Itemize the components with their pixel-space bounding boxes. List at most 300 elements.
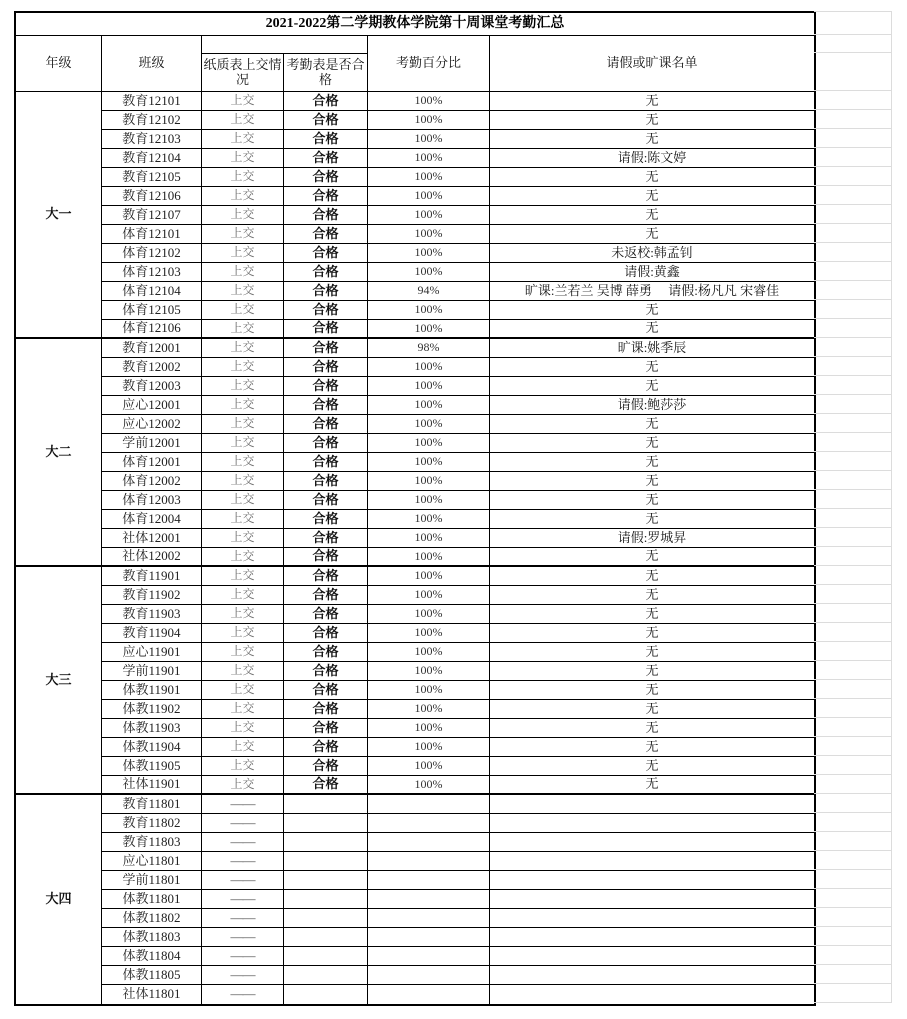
empty-grid-cell xyxy=(814,338,891,357)
qualified-cell: 合格 xyxy=(284,624,368,643)
class-cell: 体教11905 xyxy=(102,757,202,776)
qualified-cell: 合格 xyxy=(284,301,368,320)
names-cell: 无 xyxy=(490,377,814,396)
class-cell: 教育12103 xyxy=(102,130,202,149)
percent-cell: 100% xyxy=(368,149,490,168)
names-cell: 无 xyxy=(490,757,814,776)
percent-cell: 100% xyxy=(368,301,490,320)
col-header-sheet-qualified: 考勤表是否合格 xyxy=(284,54,368,92)
names-cell xyxy=(490,985,814,1004)
paper-cell: 上交 xyxy=(202,282,284,301)
class-cell: 教育12002 xyxy=(102,358,202,377)
class-cell: 社体11901 xyxy=(102,776,202,795)
class-cell: 体育12103 xyxy=(102,263,202,282)
percent-cell: 100% xyxy=(368,776,490,795)
class-cell: 体育12004 xyxy=(102,510,202,529)
percent-cell xyxy=(368,966,490,985)
qualified-cell: 合格 xyxy=(284,339,368,358)
percent-cell xyxy=(368,890,490,909)
percent-cell: 100% xyxy=(368,510,490,529)
empty-grid-cell xyxy=(814,756,891,775)
paper-cell: 上交 xyxy=(202,111,284,130)
qualified-cell xyxy=(284,966,368,985)
qualified-cell: 合格 xyxy=(284,415,368,434)
paper-cell: —— xyxy=(202,947,284,966)
class-cell: 体育12104 xyxy=(102,282,202,301)
paper-cell: 上交 xyxy=(202,244,284,263)
qualified-cell: 合格 xyxy=(284,491,368,510)
class-cell: 应心12002 xyxy=(102,415,202,434)
names-cell: 无 xyxy=(490,700,814,719)
qualified-cell: 合格 xyxy=(284,358,368,377)
names-cell: 请假:罗城昇 xyxy=(490,529,814,548)
empty-grid-cell xyxy=(814,661,891,680)
paper-cell: —— xyxy=(202,966,284,985)
percent-cell: 100% xyxy=(368,719,490,738)
class-cell: 教育11802 xyxy=(102,814,202,833)
names-cell: 无 xyxy=(490,130,814,149)
empty-grid-cell xyxy=(814,642,891,661)
qualified-cell: 合格 xyxy=(284,605,368,624)
names-cell: 无 xyxy=(490,776,814,795)
class-cell: 应心11801 xyxy=(102,852,202,871)
paper-cell: —— xyxy=(202,928,284,947)
paper-cell: 上交 xyxy=(202,225,284,244)
paper-cell: —— xyxy=(202,814,284,833)
qualified-cell: 合格 xyxy=(284,529,368,548)
qualified-cell: 合格 xyxy=(284,282,368,301)
percent-cell xyxy=(368,928,490,947)
paper-cell: 上交 xyxy=(202,434,284,453)
names-cell: 无 xyxy=(490,92,814,111)
percent-cell: 100% xyxy=(368,624,490,643)
percent-cell: 100% xyxy=(368,700,490,719)
empty-grid-cell xyxy=(814,53,891,91)
empty-grid-cell xyxy=(814,547,891,566)
empty-grid-cell xyxy=(814,851,891,870)
empty-grid-cell xyxy=(814,205,891,224)
empty-grid-cell xyxy=(814,889,891,908)
names-cell: 无 xyxy=(490,434,814,453)
grade-cell: 大一 xyxy=(16,92,102,339)
class-cell: 应心12001 xyxy=(102,396,202,415)
paper-cell: 上交 xyxy=(202,776,284,795)
names-cell xyxy=(490,814,814,833)
qualified-cell: 合格 xyxy=(284,320,368,339)
qualified-cell: 合格 xyxy=(284,700,368,719)
empty-grid-cell xyxy=(814,718,891,737)
empty-grid-cell xyxy=(814,832,891,851)
empty-grid-cell xyxy=(814,946,891,965)
names-cell: 无 xyxy=(490,548,814,567)
percent-cell: 100% xyxy=(368,662,490,681)
names-cell: 无 xyxy=(490,187,814,206)
empty-grid-cell xyxy=(814,186,891,205)
paper-cell: 上交 xyxy=(202,605,284,624)
empty-grid-cell xyxy=(814,319,891,338)
names-cell: 旷课:姚季辰 xyxy=(490,339,814,358)
paper-cell: 上交 xyxy=(202,548,284,567)
percent-cell: 100% xyxy=(368,130,490,149)
class-cell: 社体12001 xyxy=(102,529,202,548)
empty-grid-cell xyxy=(814,224,891,243)
qualified-cell xyxy=(284,814,368,833)
percent-cell xyxy=(368,909,490,928)
percent-cell xyxy=(368,833,490,852)
class-cell: 教育11902 xyxy=(102,586,202,605)
names-cell: 无 xyxy=(490,168,814,187)
table-title: 2021-2022第二学期教体学院第十周课堂考勤汇总 xyxy=(16,13,814,36)
paper-cell: 上交 xyxy=(202,320,284,339)
class-cell: 体育12101 xyxy=(102,225,202,244)
qualified-cell: 合格 xyxy=(284,586,368,605)
empty-grid-cell xyxy=(814,870,891,889)
names-cell: 无 xyxy=(490,472,814,491)
empty-grid-cell xyxy=(814,984,891,1003)
empty-grid-cell xyxy=(814,395,891,414)
qualified-cell: 合格 xyxy=(284,548,368,567)
empty-grid-cell xyxy=(814,452,891,471)
percent-cell: 100% xyxy=(368,244,490,263)
paper-cell: —— xyxy=(202,909,284,928)
names-cell: 无 xyxy=(490,358,814,377)
paper-cell: 上交 xyxy=(202,757,284,776)
percent-cell xyxy=(368,947,490,966)
paper-cell: 上交 xyxy=(202,738,284,757)
class-cell: 体教11804 xyxy=(102,947,202,966)
empty-grid-cell xyxy=(814,585,891,604)
class-cell: 教育12106 xyxy=(102,187,202,206)
col-header-class: 班级 xyxy=(102,36,202,92)
paper-cell: 上交 xyxy=(202,529,284,548)
qualified-cell xyxy=(284,890,368,909)
class-cell: 学前12001 xyxy=(102,434,202,453)
percent-cell xyxy=(368,871,490,890)
percent-cell: 100% xyxy=(368,358,490,377)
class-cell: 教育11901 xyxy=(102,567,202,586)
percent-cell xyxy=(368,814,490,833)
names-cell: 无 xyxy=(490,491,814,510)
paper-cell: 上交 xyxy=(202,624,284,643)
paper-cell: 上交 xyxy=(202,130,284,149)
col-header-absence-list: 请假或旷课名单 xyxy=(490,36,814,92)
paper-cell: 上交 xyxy=(202,491,284,510)
class-cell: 体教11801 xyxy=(102,890,202,909)
empty-grid-cell xyxy=(814,414,891,433)
qualified-cell xyxy=(284,795,368,814)
empty-grid-cell xyxy=(814,167,891,186)
percent-cell: 100% xyxy=(368,529,490,548)
qualified-cell xyxy=(284,928,368,947)
class-cell: 体育12002 xyxy=(102,472,202,491)
paper-cell: 上交 xyxy=(202,377,284,396)
empty-grid-cell xyxy=(814,129,891,148)
qualified-cell: 合格 xyxy=(284,453,368,472)
qualified-cell: 合格 xyxy=(284,130,368,149)
empty-grid-cell xyxy=(814,965,891,984)
empty-grid-cell xyxy=(814,357,891,376)
empty-spreadsheet-column xyxy=(814,11,892,1003)
empty-grid-cell xyxy=(814,12,891,35)
paper-cell: 上交 xyxy=(202,472,284,491)
empty-grid-cell xyxy=(814,794,891,813)
empty-grid-cell xyxy=(814,927,891,946)
paper-cell: 上交 xyxy=(202,339,284,358)
names-cell: 无 xyxy=(490,586,814,605)
empty-grid-cell xyxy=(814,623,891,642)
qualified-cell: 合格 xyxy=(284,149,368,168)
qualified-cell: 合格 xyxy=(284,567,368,586)
names-cell: 无 xyxy=(490,206,814,225)
percent-cell: 100% xyxy=(368,396,490,415)
class-cell: 教育11904 xyxy=(102,624,202,643)
empty-grid-cell xyxy=(814,91,891,110)
grade-cell: 大四 xyxy=(16,795,102,1004)
percent-cell: 94% xyxy=(368,282,490,301)
class-cell: 体教11904 xyxy=(102,738,202,757)
percent-cell xyxy=(368,985,490,1004)
qualified-cell: 合格 xyxy=(284,263,368,282)
paper-cell: 上交 xyxy=(202,187,284,206)
qualified-cell: 合格 xyxy=(284,92,368,111)
col-header-attendance-percent: 考勤百分比 xyxy=(368,36,490,92)
class-cell: 体育12102 xyxy=(102,244,202,263)
names-cell: 请假:陈文婷 xyxy=(490,149,814,168)
empty-grid-cell xyxy=(814,148,891,167)
paper-cell: 上交 xyxy=(202,510,284,529)
qualified-cell xyxy=(284,947,368,966)
percent-cell xyxy=(368,852,490,871)
class-cell: 体教11903 xyxy=(102,719,202,738)
paper-cell: 上交 xyxy=(202,263,284,282)
paper-cell: 上交 xyxy=(202,415,284,434)
col-header-grade: 年级 xyxy=(16,36,102,92)
empty-grid-cell xyxy=(814,813,891,832)
percent-cell: 100% xyxy=(368,168,490,187)
names-cell xyxy=(490,833,814,852)
names-cell: 无 xyxy=(490,301,814,320)
paper-cell: 上交 xyxy=(202,719,284,738)
percent-cell: 100% xyxy=(368,111,490,130)
empty-grid-cell xyxy=(814,376,891,395)
qualified-cell xyxy=(284,909,368,928)
percent-cell xyxy=(368,795,490,814)
paper-cell: 上交 xyxy=(202,681,284,700)
percent-cell: 100% xyxy=(368,92,490,111)
qualified-cell: 合格 xyxy=(284,681,368,700)
names-cell: 无 xyxy=(490,643,814,662)
class-cell: 体教11802 xyxy=(102,909,202,928)
empty-grid-cell xyxy=(814,262,891,281)
qualified-cell xyxy=(284,985,368,1004)
class-cell: 体育12106 xyxy=(102,320,202,339)
percent-cell: 100% xyxy=(368,567,490,586)
paper-cell: —— xyxy=(202,985,284,1004)
empty-grid-cell xyxy=(814,699,891,718)
qualified-cell: 合格 xyxy=(284,168,368,187)
qualified-cell: 合格 xyxy=(284,776,368,795)
empty-grid-cell xyxy=(814,110,891,129)
paper-cell: 上交 xyxy=(202,586,284,605)
paper-cell: 上交 xyxy=(202,567,284,586)
names-cell: 无 xyxy=(490,111,814,130)
names-cell: 无 xyxy=(490,738,814,757)
paper-cell: 上交 xyxy=(202,168,284,187)
names-cell: 无 xyxy=(490,320,814,339)
qualified-cell: 合格 xyxy=(284,719,368,738)
paper-cell: 上交 xyxy=(202,396,284,415)
percent-cell: 100% xyxy=(368,434,490,453)
qualified-cell: 合格 xyxy=(284,187,368,206)
names-cell: 无 xyxy=(490,510,814,529)
class-cell: 教育11801 xyxy=(102,795,202,814)
qualified-cell: 合格 xyxy=(284,662,368,681)
header-empty-strip xyxy=(202,36,368,54)
qualified-cell: 合格 xyxy=(284,206,368,225)
percent-cell: 100% xyxy=(368,738,490,757)
class-cell: 教育12101 xyxy=(102,92,202,111)
names-cell xyxy=(490,852,814,871)
qualified-cell: 合格 xyxy=(284,757,368,776)
qualified-cell: 合格 xyxy=(284,111,368,130)
percent-cell: 100% xyxy=(368,605,490,624)
paper-cell: 上交 xyxy=(202,662,284,681)
percent-cell: 100% xyxy=(368,225,490,244)
class-cell: 体育12003 xyxy=(102,491,202,510)
names-cell: 无 xyxy=(490,605,814,624)
class-cell: 体教11803 xyxy=(102,928,202,947)
names-cell: 无 xyxy=(490,681,814,700)
percent-cell: 100% xyxy=(368,757,490,776)
names-cell: 无 xyxy=(490,624,814,643)
percent-cell: 100% xyxy=(368,548,490,567)
class-cell: 学前11801 xyxy=(102,871,202,890)
attendance-table xyxy=(14,11,816,1006)
paper-cell: 上交 xyxy=(202,643,284,662)
grade-cell: 大二 xyxy=(16,339,102,567)
qualified-cell: 合格 xyxy=(284,643,368,662)
paper-cell: 上交 xyxy=(202,206,284,225)
names-cell: 无 xyxy=(490,567,814,586)
empty-grid-cell xyxy=(814,604,891,623)
percent-cell: 100% xyxy=(368,187,490,206)
names-cell xyxy=(490,909,814,928)
percent-cell: 100% xyxy=(368,586,490,605)
class-cell: 教育12104 xyxy=(102,149,202,168)
empty-grid-cell xyxy=(814,509,891,528)
empty-grid-cell xyxy=(814,680,891,699)
paper-cell: —— xyxy=(202,833,284,852)
class-cell: 体教11901 xyxy=(102,681,202,700)
grade-cell: 大三 xyxy=(16,567,102,795)
paper-cell: 上交 xyxy=(202,149,284,168)
qualified-cell xyxy=(284,833,368,852)
class-cell: 社体12002 xyxy=(102,548,202,567)
qualified-cell: 合格 xyxy=(284,738,368,757)
percent-cell: 100% xyxy=(368,453,490,472)
paper-cell: 上交 xyxy=(202,700,284,719)
empty-grid-cell xyxy=(814,471,891,490)
names-cell: 无 xyxy=(490,225,814,244)
names-cell: 无 xyxy=(490,662,814,681)
class-cell: 教育12102 xyxy=(102,111,202,130)
class-cell: 体教11805 xyxy=(102,966,202,985)
percent-cell: 100% xyxy=(368,681,490,700)
class-cell: 体教11902 xyxy=(102,700,202,719)
names-cell: 无 xyxy=(490,453,814,472)
percent-cell: 100% xyxy=(368,643,490,662)
paper-cell: —— xyxy=(202,890,284,909)
class-cell: 教育11803 xyxy=(102,833,202,852)
percent-cell: 98% xyxy=(368,339,490,358)
empty-grid-cell xyxy=(814,908,891,927)
qualified-cell: 合格 xyxy=(284,377,368,396)
class-cell: 教育12105 xyxy=(102,168,202,187)
percent-cell: 100% xyxy=(368,491,490,510)
names-cell xyxy=(490,890,814,909)
names-cell: 请假:鲍莎莎 xyxy=(490,396,814,415)
class-cell: 应心11901 xyxy=(102,643,202,662)
empty-grid-cell xyxy=(814,300,891,319)
qualified-cell: 合格 xyxy=(284,510,368,529)
percent-cell: 100% xyxy=(368,263,490,282)
qualified-cell xyxy=(284,852,368,871)
names-cell: 无 xyxy=(490,719,814,738)
paper-cell: 上交 xyxy=(202,92,284,111)
paper-cell: 上交 xyxy=(202,453,284,472)
class-cell: 体育12105 xyxy=(102,301,202,320)
paper-cell: 上交 xyxy=(202,358,284,377)
names-cell xyxy=(490,966,814,985)
empty-grid-cell xyxy=(814,490,891,509)
class-cell: 学前11901 xyxy=(102,662,202,681)
paper-cell: —— xyxy=(202,871,284,890)
empty-grid-cell xyxy=(814,775,891,794)
percent-cell: 100% xyxy=(368,206,490,225)
class-cell: 体育12001 xyxy=(102,453,202,472)
percent-cell: 100% xyxy=(368,320,490,339)
paper-cell: —— xyxy=(202,795,284,814)
qualified-cell: 合格 xyxy=(284,396,368,415)
names-cell: 未返校:韩孟钊 xyxy=(490,244,814,263)
qualified-cell xyxy=(284,871,368,890)
percent-cell: 100% xyxy=(368,472,490,491)
names-cell: 无 xyxy=(490,415,814,434)
qualified-cell: 合格 xyxy=(284,434,368,453)
paper-cell: 上交 xyxy=(202,301,284,320)
empty-grid-cell xyxy=(814,281,891,300)
empty-grid-cell xyxy=(814,243,891,262)
names-cell xyxy=(490,871,814,890)
class-cell: 教育12107 xyxy=(102,206,202,225)
qualified-cell: 合格 xyxy=(284,244,368,263)
empty-grid-cell xyxy=(814,528,891,547)
class-cell: 社体11801 xyxy=(102,985,202,1004)
names-cell: 请假:黄鑫 xyxy=(490,263,814,282)
names-cell: 旷课:兰若兰 吴博 薛勇 请假:杨凡凡 宋睿佳 xyxy=(490,282,814,301)
class-cell: 教育12003 xyxy=(102,377,202,396)
qualified-cell: 合格 xyxy=(284,225,368,244)
empty-grid-cell xyxy=(814,566,891,585)
class-cell: 教育12001 xyxy=(102,339,202,358)
names-cell xyxy=(490,947,814,966)
col-header-paper-status: 纸质表上交情况 xyxy=(202,54,284,92)
qualified-cell: 合格 xyxy=(284,472,368,491)
percent-cell: 100% xyxy=(368,377,490,396)
names-cell xyxy=(490,928,814,947)
paper-cell: —— xyxy=(202,852,284,871)
empty-grid-cell xyxy=(814,35,891,53)
